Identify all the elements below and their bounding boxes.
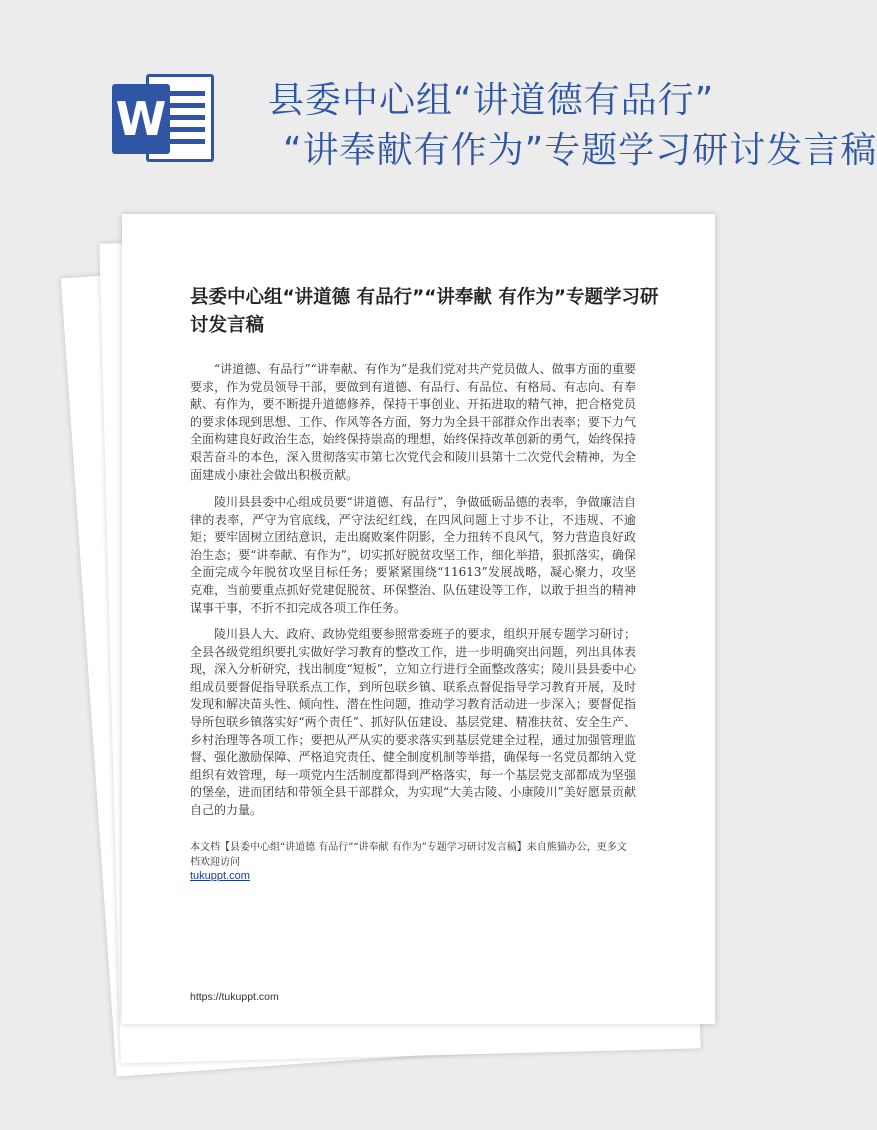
document-page xyxy=(122,214,715,1024)
banner-title-line2: “讲奉献有作为”专题学习研讨发言稿 xyxy=(283,130,877,171)
document-title: 县委中心组“讲道德 有品行”“讲奉献 有作为”专题学习研讨发言稿 xyxy=(190,287,659,336)
paragraph-1: “讲道德、有品行”“讲奉献、有作为”是我们党对共产党员做人、做事方面的重要要求，作为党员领导干部，要做到有道德、有品行、有品位、有格局、有志向、有奉献、有作为，要不断提升道德修养，保持干事创业、开拓进取的精气神，把合格党员的要求体现到思想、工作、作风等各方面，努力为全县干部群众作出表率；要下力气全面构建良好政治生态，始终保持崇高的理想，始终保持改革创新的勇气，始终保持艰苦奋斗的本色，深入贯彻落实市第七次党代会和陵川县第十二次党代会精神，为全面建成小康社会做出积极贡献。 xyxy=(190,362,636,482)
footer-url: https://tukuppt.com xyxy=(190,991,279,1003)
word-letter-badge: W xyxy=(112,84,170,154)
paragraph-3: 陵川县人大、政府、政协党组要参照常委班子的要求，组织开展专题学习研讨；全县各级党组织要扎实做好学习教育的整改工作，进一步明确突出问题，列出具体表现，深入分析研究，找出制度“短板”，立知立行进行全面整改落实；陵川县县委中心组成员要督促指导联系点工作，到所包联乡镇、联系点督促指导学习教育开展，及时发现和解决苗头性、倾向性、潜在性问题，推动学习教育活动进一步深入；要督促指导所包联乡镇落实好“两个责任”、抓好队伍建设、基层党建、精准扶贫、安全生产、乡村治理等各项工作；要把从严从实的要求落实到基层党建全过程，通过加强管理监督、强化激励保障、严格追究责任、健全制度机制等举措，确保每一名党员都纳入党组织有效管理，每一项党内生活制度都得到严格落实，每一个基层党支部都成为坚强的堡垒，进而团结和带领全县干部群众，为实现“大美古陵、小康陵川”美好愿景贡献自己的力量。 xyxy=(190,627,636,817)
source-link[interactable]: tukuppt.com xyxy=(190,870,250,882)
source-note: 本文档【县委中心组“讲道德 有品行”“讲奉献 有作为”专题学习研讨发言稿】来自熊猫办公，更多文档欢迎访问 xyxy=(190,842,627,868)
banner-header xyxy=(0,0,877,210)
paragraph-2: 陵川县县委中心组成员要“讲道德、有品行”，争做砥砺品德的表率，争做廉洁自律的表率，严守为官底线，严守法纪红线，在四风问题上寸步不让，不违规、不逾矩；要牢固树立团结意识，走出腐败案件阴影，全力扭转不良风气，努力营造良好政治生态；要“讲奉献、有作为”，切实抓好脱贫攻坚工作，细化举措，狠抓落实，确保全面完成今年脱贫攻坚目标任务；要紧紧围绕“11613”发展战略，凝心聚力，攻坚克难，当前要重点抓好党建促脱贫、环保整治、队伍建设等工作，以敢于担当的精神谋事干事，不折不扣完成各项工作任务。 xyxy=(190,495,636,615)
banner-title-line1: 县委中心组“讲道德有品行” xyxy=(268,80,715,121)
word-document-icon xyxy=(108,68,218,168)
